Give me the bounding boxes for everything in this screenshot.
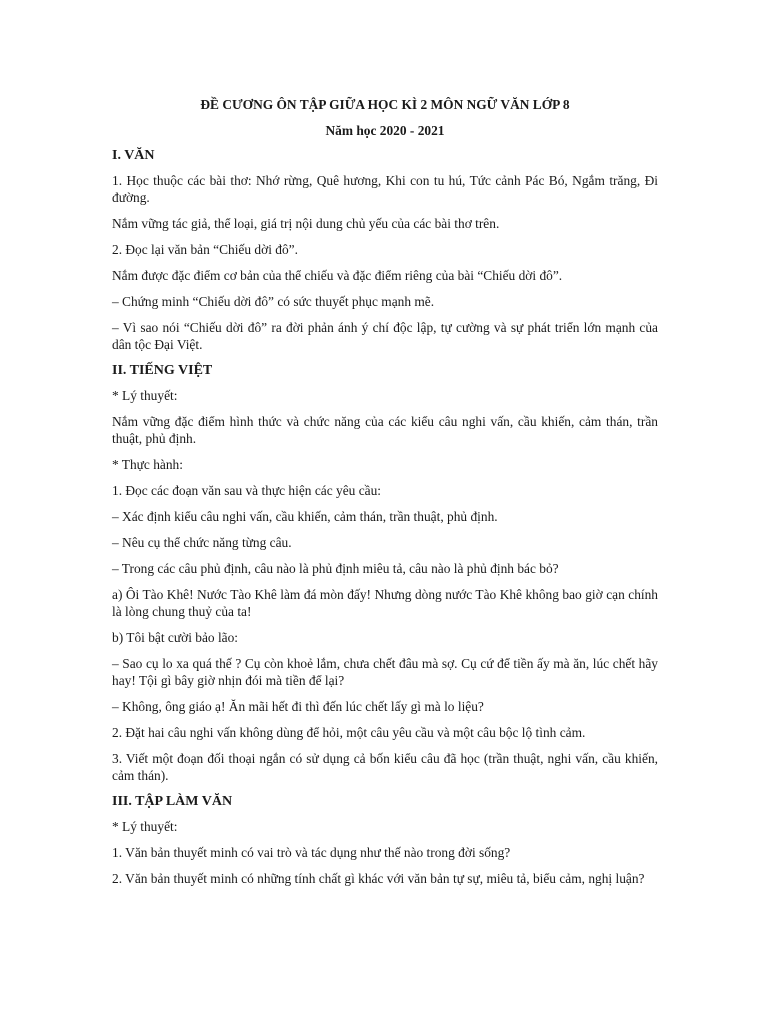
paragraph: * Thực hành: [112,457,183,472]
section-van [112,147,658,353]
paragraph: Nắm được đặc điểm cơ bản của thể chiếu và đặc điểm riêng của bài “Chiếu dời đô”. [112,268,563,283]
paragraph: – Chứng minh “Chiếu dời đô” có sức thuyết phục mạnh mẽ. [112,294,435,309]
paragraph: 1. Học thuộc các bài thơ: Nhớ rừng, Quê hương, Khi con tu hú, Tức cảnh Pác Bó, Ngắm trăng, Đi đường. [112,173,658,205]
paragraph: 3. Viết một đoạn đối thoại ngắn có sử dụng cả bốn kiểu câu đã học (trần thuật, nghi vấn, cầu khiến, cảm thán). [112,751,658,783]
paragraph: a) Ôi Tào Khê! Nước Tào Khê làm đá mòn đấy! Nhưng dòng nước Tào Khê không bao giờ cạn chính là lòng chung thuỷ của ta! [112,587,658,619]
paragraph: – Trong các câu phủ định, câu nào là phủ định miêu tả, câu nào là phủ định bác bỏ? [112,561,559,576]
paragraph: 2. Đặt hai câu nghi vấn không dùng để hỏi, một câu yêu cầu và một câu bộc lộ tình cảm. [112,725,586,740]
section-tap-lam-van [112,793,658,887]
paragraph: – Xác định kiểu câu nghi vấn, cầu khiến, cảm thán, trần thuật, phủ định. [112,509,498,524]
section-heading: I. VĂN [112,148,155,163]
paragraph: b) Tôi bật cười bảo lão: [112,630,239,645]
document-page [112,96,658,896]
paragraph: – Không, ông giáo ạ! Ăn mãi hết đi thì đến lúc chết lấy gì mà lo liệu? [112,699,484,714]
paragraph: 1. Đọc các đoạn văn sau và thực hiện các yêu cầu: [112,483,381,498]
paragraph: – Nêu cụ thể chức năng từng câu. [112,535,292,550]
paragraph: 2. Văn bản thuyết minh có những tính chất gì khác với văn bản tự sự, miêu tả, biểu cảm, nghị luận? [112,871,645,886]
section-heading: II. TIẾNG VIỆT [112,363,213,378]
document-title: ĐỀ CƯƠNG ÔN TẬP GIỮA HỌC KÌ 2 MÔN NGỮ VĂN LỚP 8 [200,97,570,112]
paragraph: * Lý thuyết: [112,388,178,403]
paragraph: 1. Văn bản thuyết minh có vai trò và tác dụng như thế nào trong đời sống? [112,845,511,860]
paragraph: Nắm vững đặc điểm hình thức và chức năng của các kiểu câu nghi vấn, cầu khiến, cảm thán, trần thuật, phủ định. [112,414,658,446]
paragraph: – Vì sao nói “Chiếu dời đô” ra đời phản ánh ý chí độc lập, tự cường và sự phát triển lớn mạnh của dân tộc Đại Việt. [112,320,658,352]
paragraph: * Lý thuyết: [112,819,178,834]
paragraph: Nắm vững tác giả, thể loại, giá trị nội dung chủ yếu của các bài thơ trên. [112,216,500,231]
paragraph: 2. Đọc lại văn bản “Chiếu dời đô”. [112,242,298,257]
document-subtitle: Năm học 2020 - 2021 [325,123,445,138]
section-heading: III. TẬP LÀM VĂN [112,794,233,809]
paragraph: – Sao cụ lo xa quá thế ? Cụ còn khoẻ lắm, chưa chết đâu mà sợ. Cụ cứ để tiền ấy mà ăn, lúc chết hãy hay! Tội gì bây giờ nhịn đói mà tiền để lại? [112,656,658,688]
section-tieng-viet [112,362,658,784]
